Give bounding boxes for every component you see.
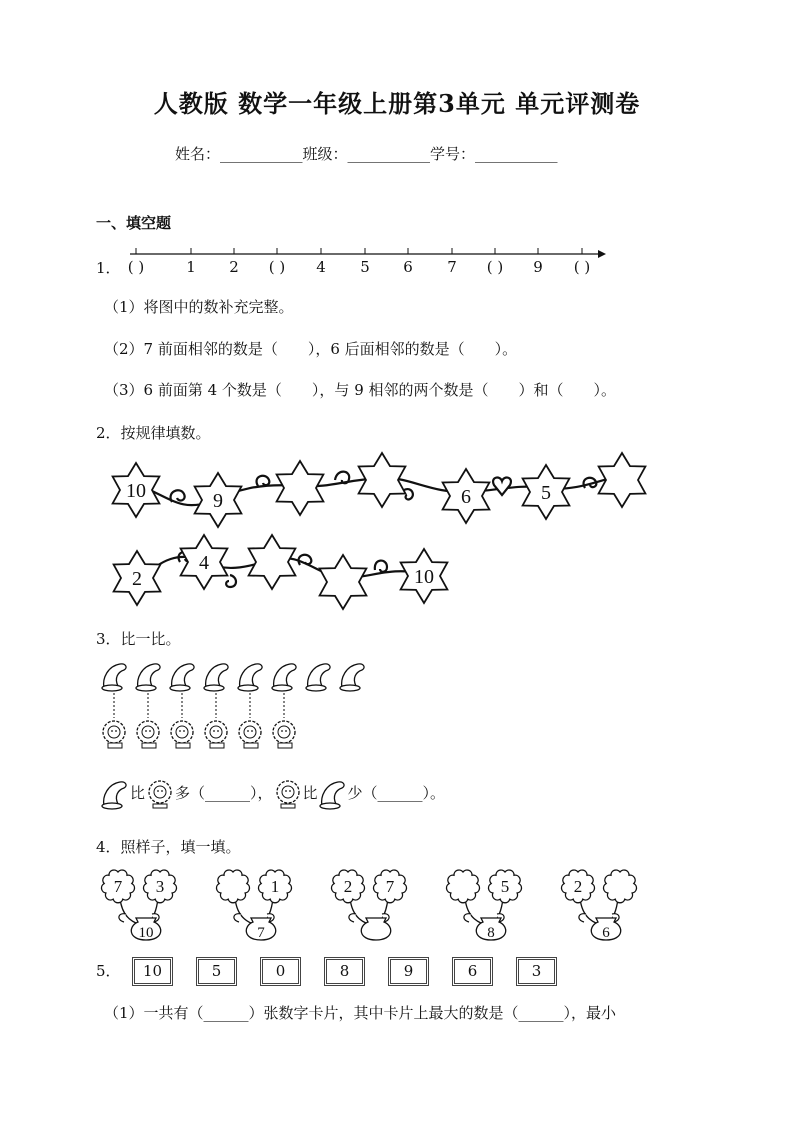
hat-icon: [170, 664, 194, 691]
lion-icon: [103, 721, 125, 748]
row2-star: [401, 549, 448, 603]
number-line-blank[interactable]: ( ): [486, 258, 504, 276]
lion-icon: [137, 721, 159, 748]
row2-star: [114, 551, 161, 605]
number-line-label: 1: [186, 258, 196, 276]
flower-left: [332, 870, 365, 903]
number-card: 0: [260, 957, 301, 986]
pot-value: 10: [138, 925, 154, 941]
hat-icon: [318, 778, 348, 810]
lion-icon: [273, 778, 303, 810]
number-card: 9: [388, 957, 429, 986]
hat-icon: [102, 664, 126, 691]
lion-icon: [145, 778, 175, 810]
row1-star[interactable]: [277, 461, 324, 515]
flower-left[interactable]: [447, 870, 480, 903]
number-line-blank[interactable]: ( ): [127, 258, 145, 276]
number-line-blank[interactable]: ( ): [268, 258, 286, 276]
hat-icon: [100, 778, 130, 810]
flower-value: 7: [113, 877, 123, 896]
flower-pot-group: [562, 870, 637, 941]
q5-sub1: （1）一共有（______）张数字卡片，其中卡片上最大的数是（______），最小: [104, 1004, 617, 1022]
class-blank[interactable]: ___________: [347, 145, 431, 163]
q3-heading: 3．比一比。: [96, 630, 181, 648]
number-card: 3: [516, 957, 557, 986]
row1-star-value: 10: [126, 480, 146, 502]
flower-pot-figure: [96, 868, 666, 946]
flower-right: [144, 870, 177, 903]
row1-star: [195, 473, 242, 527]
flower-value: 5: [500, 877, 510, 896]
row1-star: [113, 463, 160, 517]
q5-number: 5．: [96, 962, 121, 980]
row2-star-value: 2: [132, 568, 142, 590]
compare-word-2: 比: [302, 784, 318, 802]
flower-left: [562, 870, 595, 903]
number-line-label: 4: [316, 258, 326, 276]
id-blank[interactable]: ___________: [475, 145, 558, 163]
hat-icon: [238, 664, 262, 691]
number-card: 10: [132, 957, 173, 986]
flower-value: 7: [385, 877, 395, 896]
hat-icon: [272, 664, 296, 691]
flower-value: 3: [155, 877, 165, 896]
lion-icon: [171, 721, 193, 748]
star-vine-figure: [0, 450, 794, 620]
q1-sub3: （3）6 前面第 4 个数是（ ），与 9 相邻的两个数是（ ）和（ ）。: [104, 381, 617, 399]
row2-star-value: 4: [199, 552, 209, 574]
row1-star-value: 9: [213, 490, 223, 512]
flower-value: 2: [343, 877, 353, 896]
compare-word-1: 比: [130, 784, 146, 802]
id-label: 学号：: [430, 145, 476, 163]
q3-compare-line: [100, 778, 445, 812]
pot-value: 6: [602, 925, 610, 941]
number-card: 6: [452, 957, 493, 986]
lion-icon: [239, 721, 261, 748]
row1-star[interactable]: [359, 453, 406, 507]
row1-star[interactable]: [599, 453, 646, 507]
flower-left[interactable]: [217, 870, 250, 903]
q1-number: 1．: [96, 259, 121, 277]
row1-star: [443, 469, 490, 523]
flower-value: 1: [270, 877, 280, 896]
more-answer[interactable]: 多（______），: [175, 784, 273, 802]
q1-sub2: （2）7 前面相邻的数是（ ），6 后面相邻的数是（ ）。: [104, 340, 518, 358]
flower-right[interactable]: [604, 870, 637, 903]
hat-icon: [306, 664, 330, 691]
flower-value: 2: [573, 877, 583, 896]
class-label: 班级：: [302, 145, 348, 163]
pot-value: 8: [487, 925, 495, 941]
lion-icon: [205, 721, 227, 748]
flower-right: [259, 870, 292, 903]
page-title: 人教版 数学一年级上册第3单元 单元评测卷: [153, 89, 641, 118]
less-answer[interactable]: 少（______）。: [347, 784, 446, 802]
flower-pot-group: [102, 870, 177, 941]
number-card: 5: [196, 957, 237, 986]
row2-star[interactable]: [320, 555, 367, 609]
student-info-line: [175, 143, 558, 164]
number-card: 8: [324, 957, 365, 986]
hat-icon: [136, 664, 160, 691]
flower-left: [102, 870, 135, 903]
hat-icon: [204, 664, 228, 691]
q4-heading: 4．照样子，填一填。: [96, 838, 241, 856]
number-line-blank[interactable]: ( ): [573, 258, 591, 276]
name-label: 姓名：: [175, 145, 221, 163]
pot-value: 7: [257, 925, 265, 941]
flower-right: [374, 870, 407, 903]
flower-right: [489, 870, 522, 903]
number-line-label: 2: [229, 258, 239, 276]
number-line-label: 5: [360, 258, 370, 276]
row2-star[interactable]: [249, 535, 296, 589]
hats-and-lions-figure: [96, 658, 386, 756]
flower-pot-group: [332, 870, 407, 940]
number-line-label: 7: [447, 258, 457, 276]
lion-icon: [273, 721, 295, 748]
q2-heading: 2．按规律填数。: [96, 424, 211, 442]
row2-star-value: 10: [414, 566, 434, 588]
row1-star-value: 6: [461, 486, 471, 508]
number-line-label: 6: [403, 258, 413, 276]
name-blank[interactable]: ___________: [220, 145, 303, 163]
row1-star-value: 5: [541, 482, 551, 504]
number-line-label: 9: [533, 258, 543, 276]
q1-sub1: （1）将图中的数补充完整。: [104, 298, 294, 316]
row1-star: [523, 465, 570, 519]
flower-pot-group: [217, 870, 292, 941]
section-heading-fill-blanks: 一、填空题: [96, 214, 172, 232]
flower-pot-group: [447, 870, 522, 941]
hat-icon: [340, 664, 364, 691]
row2-star: [181, 535, 228, 589]
